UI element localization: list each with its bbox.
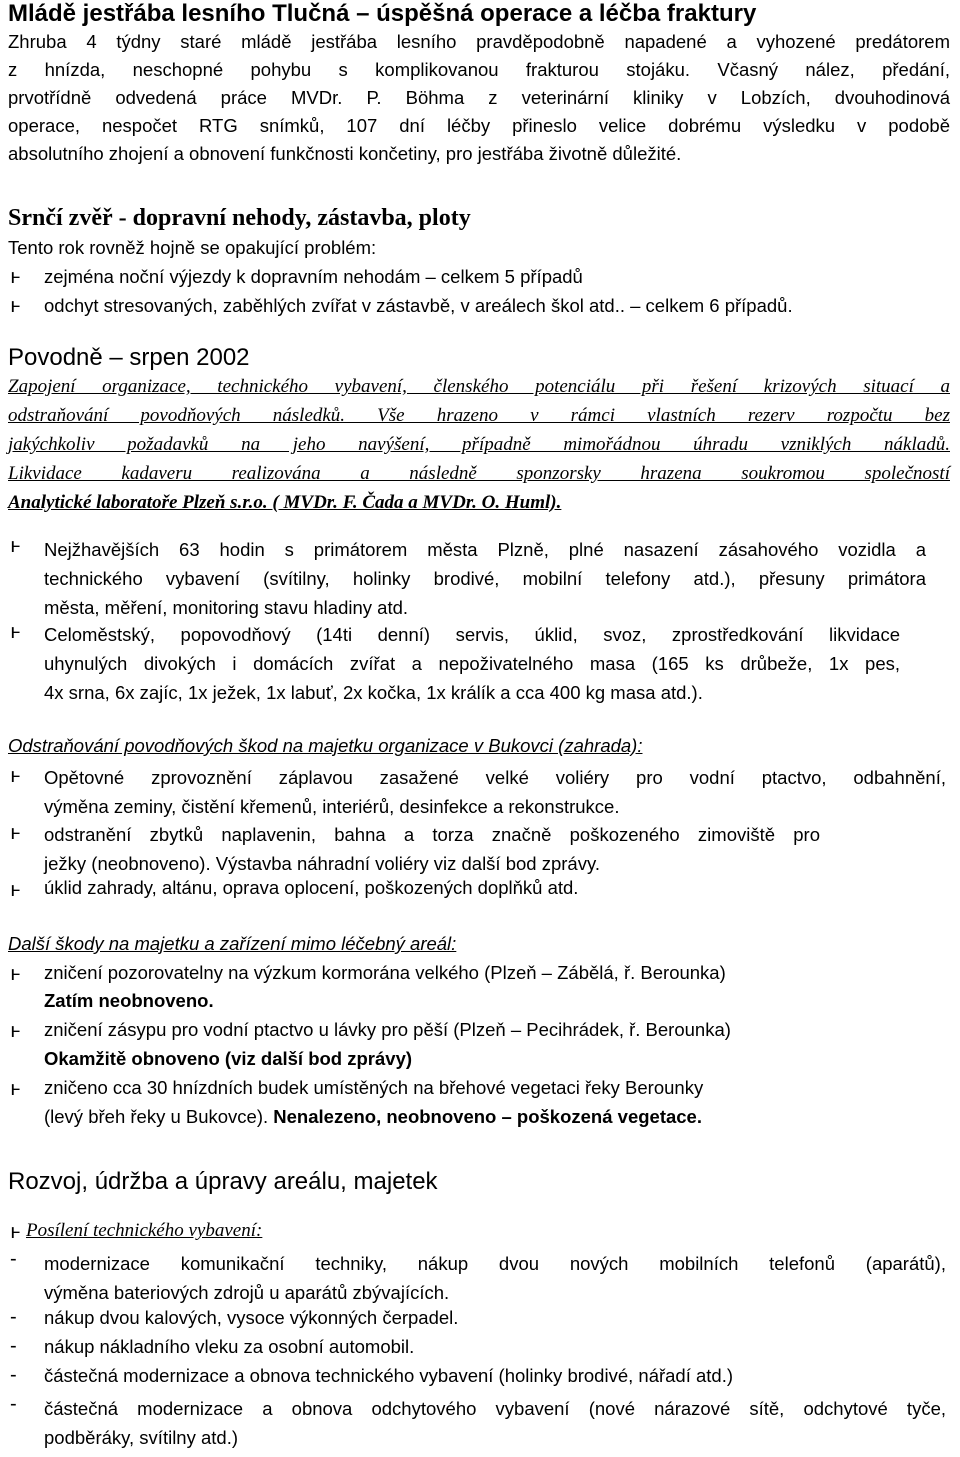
paragraph-line: Analytické laboratoře Plzeň s.r.o. ( MVDr. F. Čada a MVDr. O. Huml). bbox=[8, 492, 562, 513]
flood-bullet bbox=[44, 535, 926, 622]
paragraph-line: absolutního zhojení a obnovení funkčnosti končetiny, pro jestřába životně důležité. bbox=[8, 143, 682, 164]
bullet-line: ježky (neobnoveno). Výstavba náhradní voliéry viz další bod zprávy. bbox=[44, 853, 600, 874]
bullet-line: Nejžhavějších 63 hodin s primátorem města Plzně, plné nasazení zásahového vozidla a bbox=[44, 539, 926, 560]
dash-marker: - bbox=[10, 1364, 17, 1386]
other-bullet-status: Zatím neobnoveno. bbox=[44, 990, 214, 1011]
other-bullet-text: (levý břeh řeky u Bukovce). bbox=[44, 1106, 274, 1127]
bukovec-bullet bbox=[44, 763, 946, 821]
deer-intro: Tento rok rovněž hojně se opakující problém: bbox=[8, 237, 377, 258]
other-bullet-line: zničení zásypu pro vodní ptactvo u lávky pro pěší (Plzeň – Pecihrádek, ř. Berounka) bbox=[44, 1019, 731, 1040]
bullet-line: Opětovné zprovoznění záplavou zasažené velké voliéry pro vodní ptactvo, odbahnění, bbox=[44, 767, 946, 788]
section-title-deer: Srnčí zvěř - dopravní nehody, zástavba, ploty bbox=[8, 205, 471, 231]
bullet-icon: ͱ bbox=[10, 1221, 22, 1243]
other-bullet-line: zničení pozorovatelny na výzkum kormorána velkého (Plzeň – Zábělá, ř. Berounka) bbox=[44, 962, 726, 983]
hawk-paragraph bbox=[8, 28, 950, 168]
dash-item bbox=[44, 1394, 946, 1452]
dash-line: nákup dvou kalových, vysoce výkonných čerpadel. bbox=[44, 1307, 459, 1328]
paragraph-line: Zapojení organizace, technického vybavení, členského potenciálu při řešení krizových situací a bbox=[8, 376, 950, 397]
dash-line: nákup nákladního vleku za osobní automobil. bbox=[44, 1336, 415, 1357]
list-item: zejména noční výjezdy k dopravním nehodám – celkem 5 případů bbox=[44, 266, 583, 287]
other-bullet-line: zničeno cca 30 hnízdních budek umístěných na břehové vegetaci řeky Berounky bbox=[44, 1077, 704, 1098]
paragraph-line: prvotřídně odvedená práce MVDr. P. Böhma z veterinární kliniky v Lobzích, dvouhodinová bbox=[8, 87, 950, 108]
bullet-line: odstranění zbytků naplavenin, bahna a torza značně poškozeného zimoviště pro bbox=[44, 824, 820, 845]
bukovec-bullet bbox=[44, 820, 820, 878]
subheading-technical: Posílení technického vybavení: bbox=[26, 1220, 263, 1241]
flood-paragraph bbox=[8, 372, 950, 517]
other-bullet-status: Okamžitě obnoveno (viz další bod zprávy) bbox=[44, 1048, 413, 1069]
other-bullet-line2 bbox=[44, 1106, 946, 1128]
bullet-icon: ͱ bbox=[10, 535, 22, 557]
dash-line: modernizace komunikační techniky, nákup dvou nových mobilních telefonů (aparátů), bbox=[44, 1253, 946, 1274]
bullet-line: města, měření, monitoring stavu hladiny atd. bbox=[44, 597, 409, 618]
list-item: odchyt stresovaných, zaběhlých zvířat v zástavbě, v areálech škol atd.. – celkem 6 případů. bbox=[44, 295, 793, 316]
bukovec-bullet-line: úklid zahrady, altánu, oprava oplocení, poškozených doplňků atd. bbox=[44, 877, 579, 898]
paragraph-line: operace, nespočet RTG snímků, 107 dní léčby přineslo velice dobrému výsledku v podobě bbox=[8, 115, 950, 136]
flood-bullet bbox=[44, 620, 900, 707]
paragraph-line: z hnízda, neschopné pohybu s komplikovanou frakturou stojáku. Včasný nález, předání, bbox=[8, 59, 950, 80]
paragraph-line: odstraňování povodňových následků. Vše hrazeno v rámci vlastních rezerv rozpočtu bez bbox=[8, 405, 950, 426]
bullet-line: Celoměstský, popovodňový (14ti denní) servis, úklid, svoz, zprostředkování likvidace bbox=[44, 624, 900, 645]
subheading-bukovec: Odstraňování povodňových škod na majetku organizace v Bukovci (zahrada): bbox=[8, 735, 643, 756]
dash-line: částečná modernizace a obnova technického vybavení (holinky brodivé, nářadí atd.) bbox=[44, 1365, 734, 1386]
section-title-hawk: Mládě jestřába lesního Tlučná – úspěšná operace a léčba fraktury bbox=[8, 0, 757, 27]
section-title-flood: Povodně – srpen 2002 bbox=[8, 344, 250, 371]
bullet-icon: ͱ bbox=[10, 963, 22, 985]
subheading-other: Další škody na majetku a zařízení mimo léčebný areál: bbox=[8, 933, 457, 954]
paragraph-line: jakýchkoliv požadavků na jeho navýšení, případně mimořádnou úhradu vzniklých nákladů. bbox=[8, 434, 950, 455]
bullet-icon: ͱ bbox=[10, 295, 22, 317]
dash-item bbox=[44, 1249, 946, 1307]
dash-line: výměna bateriových zdrojů u aparátů zbývajících. bbox=[44, 1282, 450, 1303]
dash-marker: - bbox=[10, 1393, 17, 1415]
bullet-icon: ͱ bbox=[10, 1078, 22, 1100]
bullet-icon: ͱ bbox=[10, 266, 22, 288]
dash-marker: - bbox=[10, 1248, 17, 1270]
bullet-icon: ͱ bbox=[10, 879, 22, 901]
bullet-icon: ͱ bbox=[10, 1020, 22, 1042]
bullet-icon: ͱ bbox=[10, 822, 22, 844]
section-title-development: Rozvoj, údržba a úpravy areálu, majetek bbox=[8, 1168, 438, 1195]
bullet-icon: ͱ bbox=[10, 765, 22, 787]
bullet-line: 4x srna, 6x zajíc, 1x ježek, 1x labuť, 2x kočka, 1x králík a cca 400 kg masa atd.). bbox=[44, 682, 703, 703]
bullet-line: výměna zeminy, čistění křemenů, interiérů, desinfekce a rekonstrukce. bbox=[44, 796, 620, 817]
other-bullet-status: Nenalezeno, neobnoveno – poškozená vegetace. bbox=[273, 1106, 702, 1127]
bullet-line: uhynulých divokých i domácích zvířat a nepoživatelného masa (165 ks drůbeže, 1x pes, bbox=[44, 653, 900, 674]
paragraph-line: Likvidace kadaveru realizována a následně sponzorsky hrazena soukromou společností bbox=[8, 463, 950, 484]
paragraph-line: Zhruba 4 týdny staré mládě jestřába lesního pravděpodobně napadené a vyhozené predátorem bbox=[8, 31, 950, 52]
dash-marker: - bbox=[10, 1306, 17, 1328]
dash-line: částečná modernizace a obnova odchytového vybavení (nové nárazové sítě, odchytové tyče, bbox=[44, 1398, 946, 1419]
dash-marker: - bbox=[10, 1335, 17, 1357]
bullet-line: technického vybavení (svítilny, holinky brodivé, mobilní telefony atd.), přesuny primátora bbox=[44, 568, 926, 589]
dash-line: podběráky, svítilny atd.) bbox=[44, 1427, 238, 1448]
bullet-icon: ͱ bbox=[10, 621, 22, 643]
